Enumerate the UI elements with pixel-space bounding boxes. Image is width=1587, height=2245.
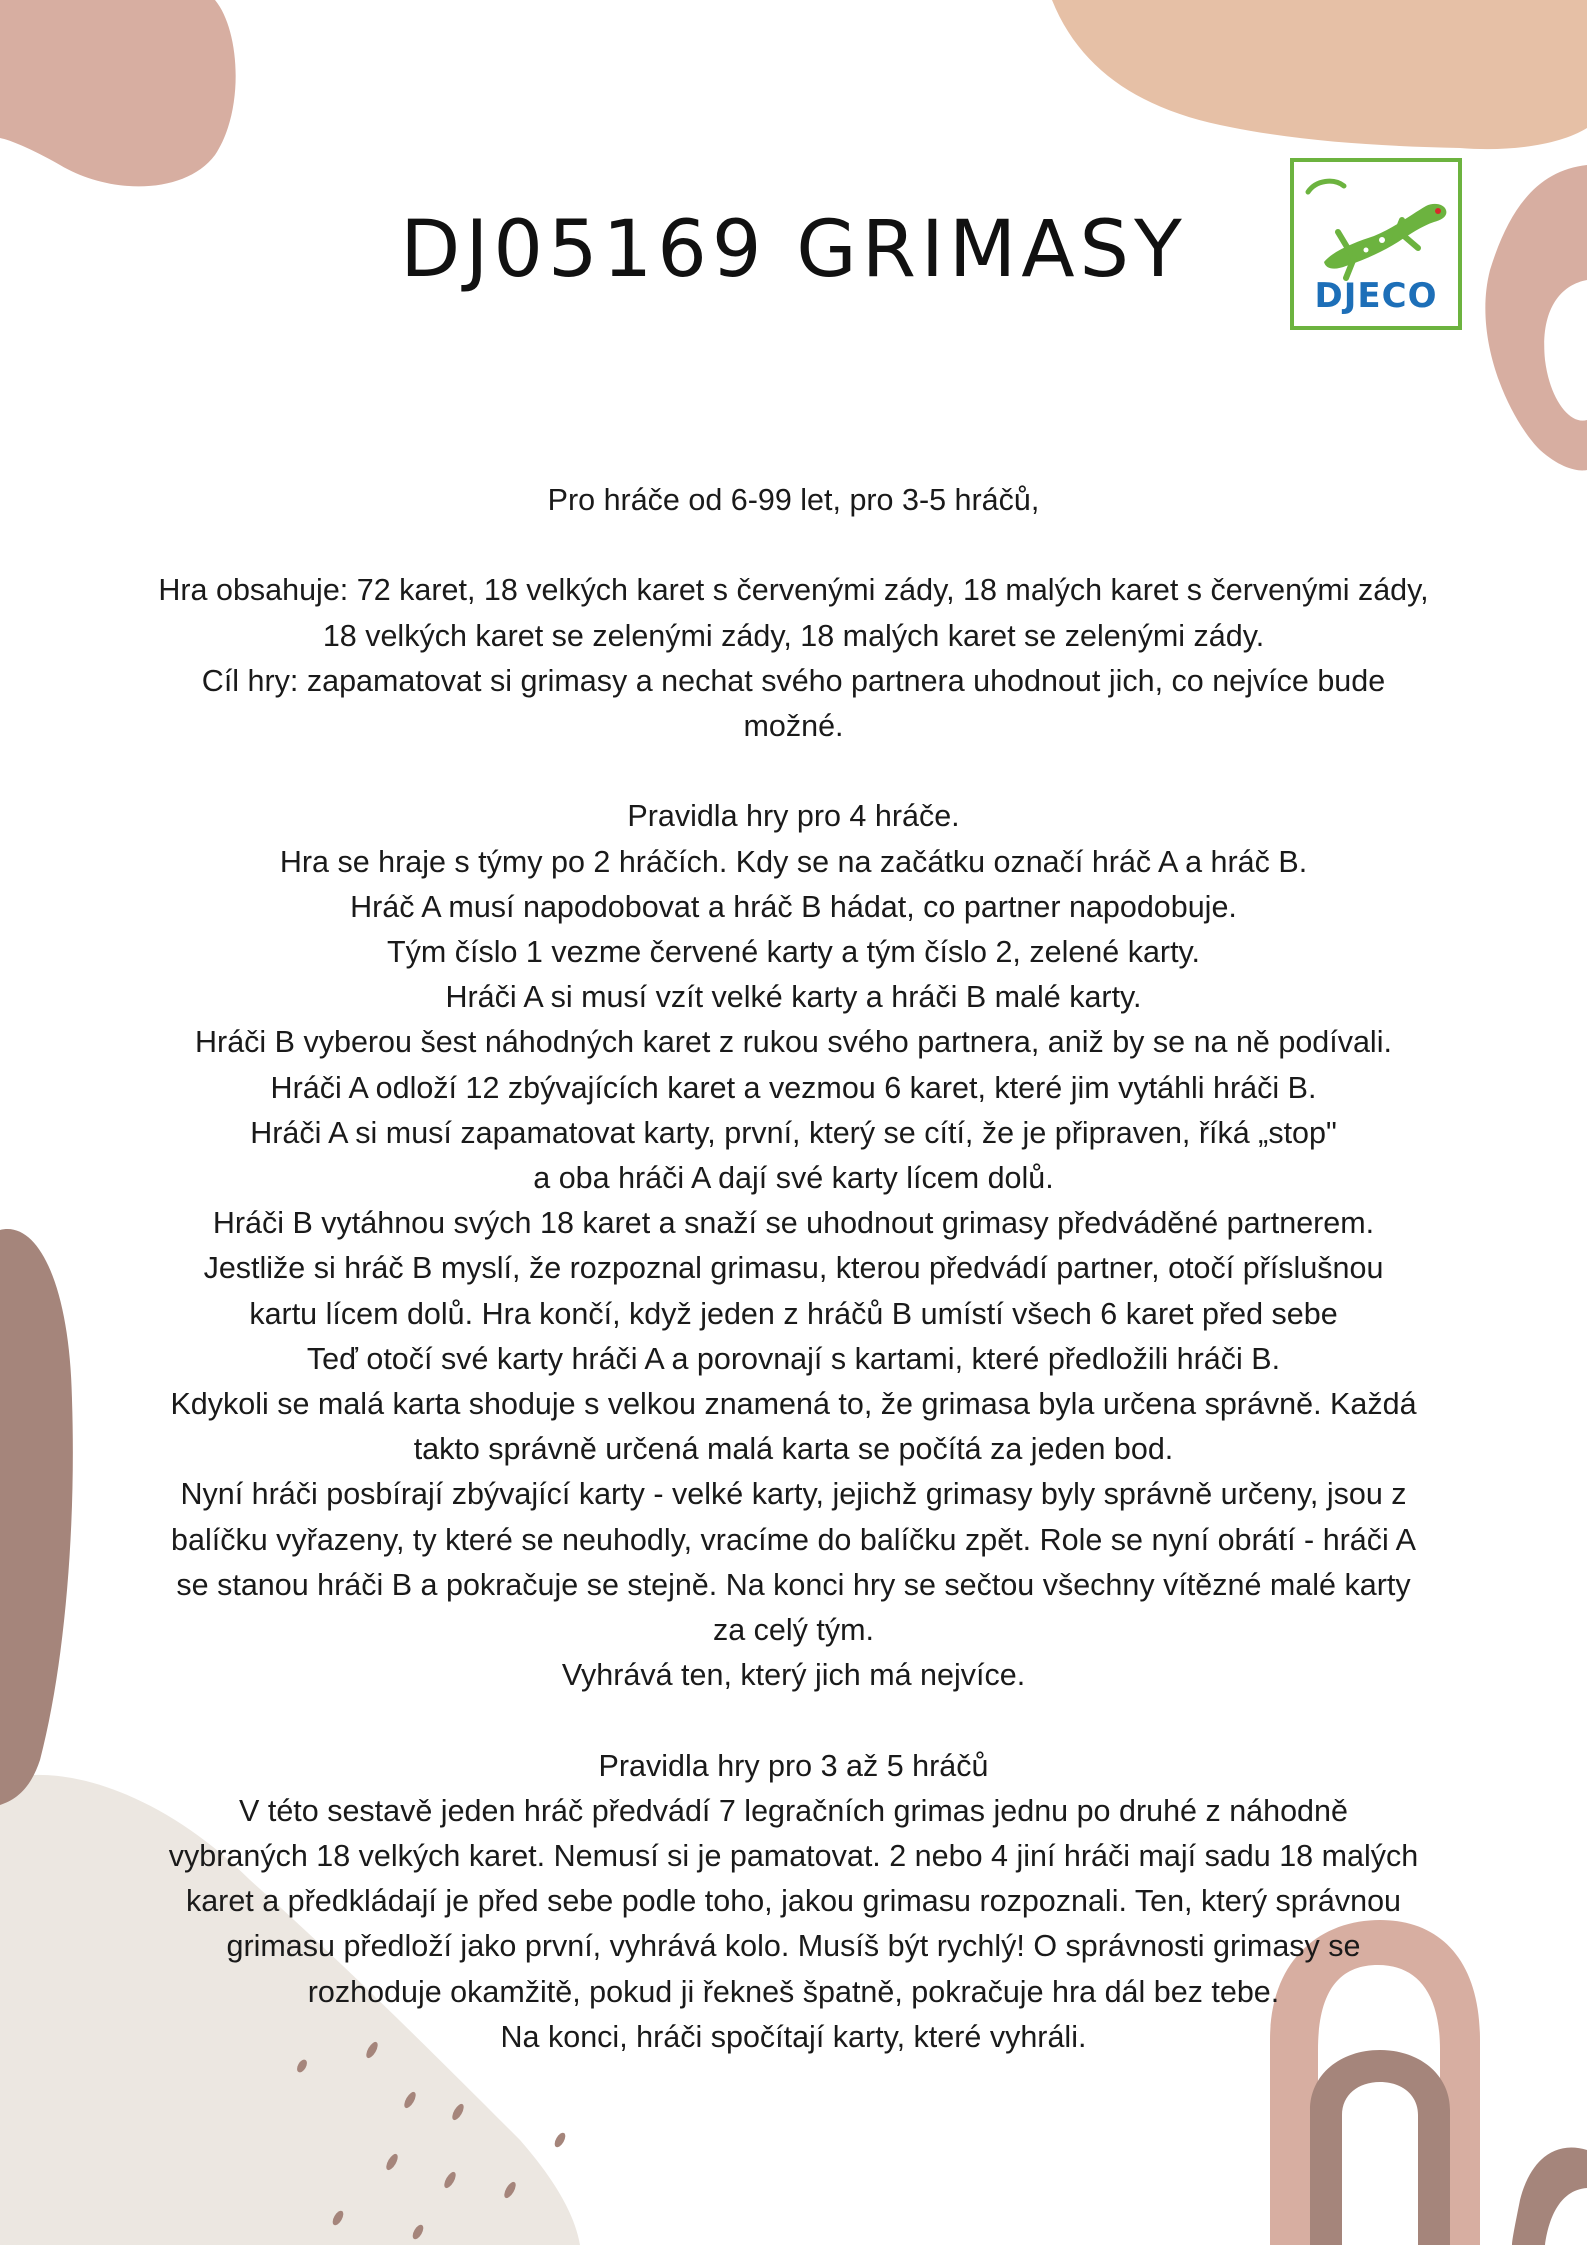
djeco-logo <box>1290 158 1462 330</box>
rules35-line: grimasu předloží jako první, vyhrává kolo. Musíš být rychlý! O správnosti grimasy se <box>226 1929 1361 1964</box>
rules4-line: Hráči A si musí zapamatovat karty, první, který se cítí, že je připraven, říká „stop" <box>250 1115 1337 1150</box>
intro-age: Pro hráče od 6-99 let, pro 3-5 hráčů, <box>547 483 1040 517</box>
rules4-line: se stanou hráči B a pokračuje se stejně. Na konci hry se sečtou všechny vítězné malé karty <box>176 1567 1411 1602</box>
logo-text: DJECO <box>1314 276 1438 316</box>
rules35-line: vybraných 18 velkých karet. Nemusí si je pamatovat. 2 nebo 4 jiní hráči mají sadu 18 malých <box>168 1839 1419 1874</box>
rules4-line: Teď otočí své karty hráči A a porovnají s kartami, které předložili hráči B. <box>306 1341 1281 1376</box>
rules35-line: Na konci, hráči spočítají karty, které vyhráli. <box>500 2019 1087 2054</box>
rules35-heading: Pravidla hry pro 3 až 5 hráčů <box>598 1748 989 1783</box>
rules4-line: Hráč A musí napodobovat a hráč B hádat, co partner napodobuje. <box>350 889 1237 924</box>
intro-goal-line: Cíl hry: zapamatovat si grimasy a nechat svého partnera uhodnout jich, co nejvíce bude <box>201 663 1386 698</box>
rules4-line: balíčku vyřazeny, ty které se neuhodly, vracíme do balíčku zpět. Role se nyní obrátí - hráči A <box>171 1522 1416 1557</box>
intro-goal-line: možné. <box>743 709 844 743</box>
bottom-right-brown-arc <box>1310 2050 1450 2245</box>
rules4-line: Vyhrává ten, který jich má nejvíce. <box>561 1658 1026 1693</box>
rules4-line: Hráči B vytáhnou svých 18 karet a snaží se uhodnout grimasy předváděné partnerem. <box>212 1206 1375 1241</box>
rules4-line: Hra se hraje s týmy po 2 hráčích. Kdy se na začátku označí hráč A a hráč B. <box>279 844 1308 879</box>
rules35-line: V této sestavě jeden hráč předvádí 7 legračních grimas jednu po druhé z náhodně <box>239 1793 1348 1828</box>
rules4-line: takto správně určená malá karta se počítá za jeden bod. <box>413 1432 1174 1467</box>
rules35-line: karet a předkládají je před sebe podle toho, jakou grimasu rozpoznali. Ten, který správnou <box>185 1884 1402 1919</box>
rules4-heading: Pravidla hry pro 4 hráče. <box>627 799 960 834</box>
page-title: DJ05169 GRIMASY <box>400 205 1187 295</box>
rules4-line: Hráči A odloží 12 zbývajících karet a vezmou 6 karet, které jim vytáhli hráči B. <box>270 1070 1317 1105</box>
top-left-pink-blob <box>0 0 236 186</box>
intro-contents-line: Hra obsahuje: 72 karet, 18 velkých karet s červenými zády, 18 malých karet s červenými zády, <box>158 573 1429 608</box>
rules4-line: Kdykoli se malá karta shoduje s velkou znamená to, že grimasa byla určena správně. Každá <box>170 1387 1417 1422</box>
rules4-line: a oba hráči A dají své karty lícem dolů. <box>533 1161 1054 1196</box>
bottom-right-brown-wave <box>1512 2147 1587 2245</box>
rules-text <box>40 478 1547 2060</box>
rules4-line: za celý tým. <box>712 1613 874 1648</box>
top-right-peach-blob <box>1052 0 1587 149</box>
rules35-line: rozhoduje okamžitě, pokud ji řekneš špatně, pokračuje hra dál bez tebe. <box>307 1974 1280 2009</box>
intro-contents-line: 18 velkých karet se zelenými zády, 18 malých karet se zelenými zády. <box>322 618 1265 653</box>
rules4-line: Hráči A si musí vzít velké karty a hráči B malé karty. <box>445 980 1142 1015</box>
rules4-line: kartu lícem dolů. Hra končí, když jeden z hráčů B umístí všech 6 karet před sebe <box>249 1296 1338 1331</box>
rules4-line: Jestliže si hráč B myslí, že rozpoznal grimasu, kterou předvádí partner, otočí příslušnou <box>203 1251 1384 1286</box>
rules4-line: Hráči B vyberou šest náhodných karet z rukou svého partnera, aniž by se na ně podívali. <box>195 1025 1392 1060</box>
rules4-line: Nyní hráči posbírají zbývající karty - velké karty, jejichž grimasy byly správně určeny, jsou z <box>180 1477 1407 1512</box>
rules4-line: Tým číslo 1 vezme červené karty a tým číslo 2, zelené karty. <box>386 935 1201 969</box>
